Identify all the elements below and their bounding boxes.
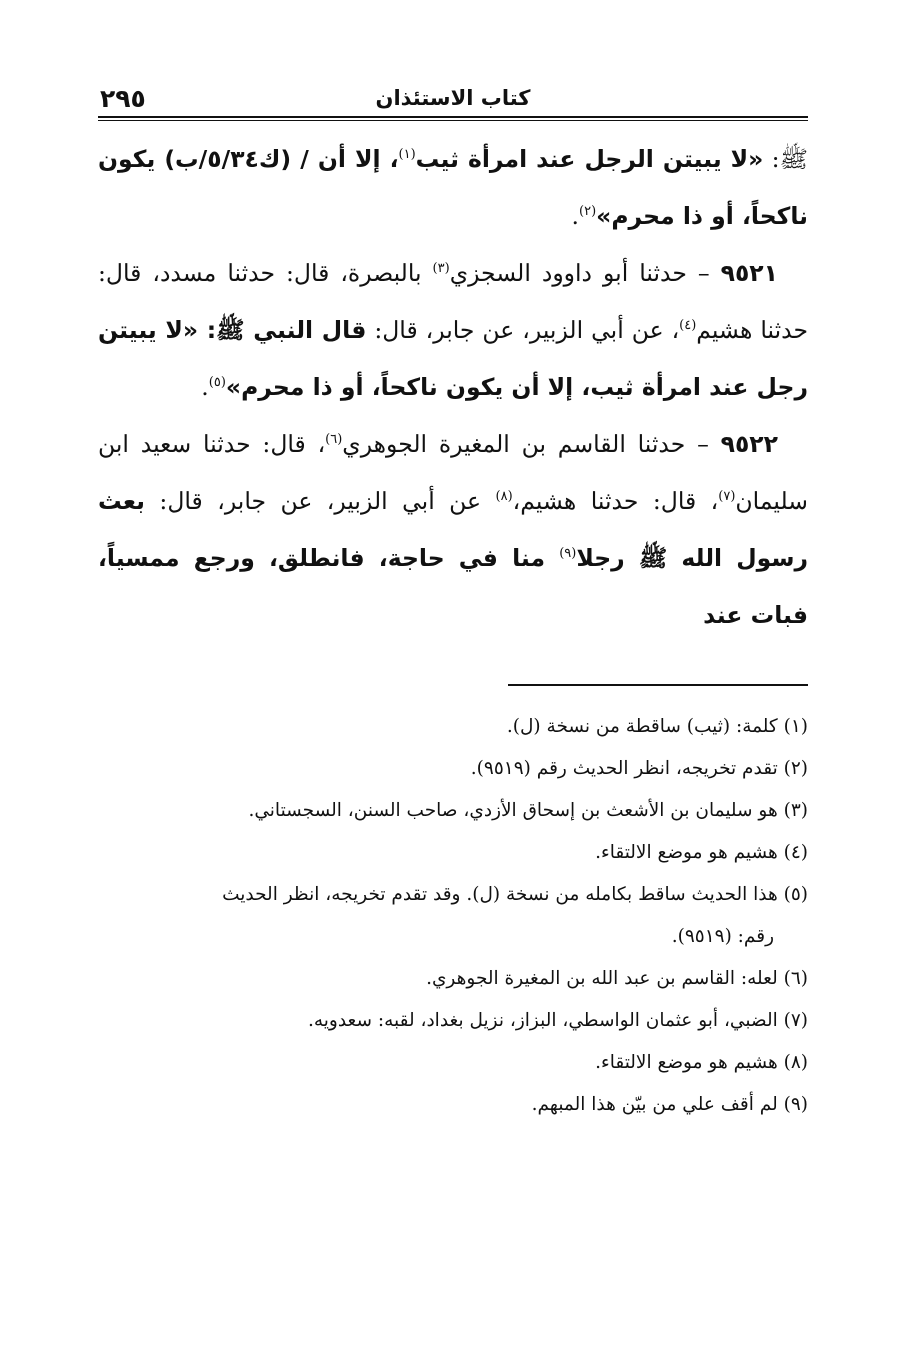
book-page <box>98 78 808 1126</box>
footnote-ref-6: (٦) <box>325 432 343 448</box>
isnad-text: ، قال: حدثنا سعيد ابن سليمان <box>98 430 808 515</box>
paragraph-continuation <box>98 131 808 245</box>
hadith-number: ٩٥٢٢ <box>720 430 778 458</box>
text-run: . <box>201 373 209 401</box>
footnote-5 <box>98 874 808 958</box>
isnad-text: – حدثنا أبو داوود السجزي <box>449 259 721 287</box>
isnad-text: عن أبي الزبير، عن جابر، قال: <box>144 487 496 515</box>
page-header <box>98 78 808 116</box>
hadith-9521 <box>98 245 808 416</box>
footnotes <box>98 706 808 1126</box>
footnote-ref-7: (٧) <box>718 489 736 505</box>
footnote-9: (٩) لم أقف علي من بيّن هذا المبهم. <box>531 1094 808 1115</box>
footnote-5-continuation: رقم: (٩٥١٩). <box>671 926 774 947</box>
main-text <box>98 131 808 644</box>
hadith-matn-cont: منا في حاجة، فانطلق، ورجع ممسياً، فبات عند <box>98 544 808 629</box>
hadith-quote-cont: ، إلا أن / (ك٥/٣٤/ب) يكون ناكحاً، أو ذا محرم» <box>98 145 808 230</box>
isnad-text: – حدثنا القاسم بن المغيرة الجوهري <box>342 430 721 458</box>
text-run: ﷺ: <box>763 145 808 173</box>
footnote-ref-9: (٩) <box>559 546 577 562</box>
footnote-7: (٧) الضبي، أبو عثمان الواسطي، البزاز، نزيل بغداد، لقبه: سعدويه. <box>307 1010 808 1031</box>
footnote-separator <box>508 684 808 686</box>
isnad-text: بالبصرة، قال: حدثنا مسدد، قال: حدثنا هشيم <box>98 259 808 344</box>
footnote-3: (٣) هو سليمان بن الأشعث بن إسحاق الأزدي، صاحب السنن، السجستاني. <box>248 800 808 821</box>
text-run: . <box>571 202 580 230</box>
footnote-1: (١) كلمة: (ثيب) ساقطة من نسخة (ل). <box>506 716 808 737</box>
running-title: كتاب الاستئذان <box>375 86 531 110</box>
header-rule <box>98 116 808 121</box>
footnote-ref-8: (٨) <box>495 489 513 505</box>
footnote-4: (٤) هشيم هو موضع الالتقاء. <box>595 842 808 863</box>
isnad-text: ، قال: حدثنا هشيم، <box>512 487 719 515</box>
footnote-ref-4: (٤) <box>679 318 697 334</box>
footnote-8: (٨) هشيم هو موضع الالتقاء. <box>595 1052 808 1073</box>
footnote-ref-1: (١) <box>398 147 416 163</box>
hadith-matn: بعث رسول الله ﷺ رجلا <box>98 487 808 572</box>
footnote-6: (٦) لعله: القاسم بن عبد الله بن المغيرة الجوهري. <box>426 968 808 989</box>
page-number: ٢٩٥ <box>100 84 146 113</box>
hadith-quote: «لا يبيتن الرجل عند امرأة ثيب <box>415 145 764 173</box>
hadith-9522 <box>98 416 808 644</box>
hadith-matn: قال النبي ﷺ: «لا يبيتن رجل عند امرأة ثيب، إلا أن يكون ناكحاً، أو ذا محرم» <box>98 316 808 401</box>
hadith-number: ٩٥٢١ <box>720 259 778 287</box>
footnote-5-text: (٥) هذا الحديث ساقط بكامله من نسخة (ل). وقد تقدم تخريجه، انظر الحديث <box>222 884 808 905</box>
footnote-ref-2: (٢) <box>579 204 597 220</box>
isnad-text: ، عن أبي الزبير، عن جابر، قال: <box>366 316 680 344</box>
footnote-ref-3: (٣) <box>432 261 450 277</box>
footnote-2: (٢) تقدم تخريجه، انظر الحديث رقم (٩٥١٩). <box>470 758 808 779</box>
footnote-ref-5: (٥) <box>208 375 226 391</box>
